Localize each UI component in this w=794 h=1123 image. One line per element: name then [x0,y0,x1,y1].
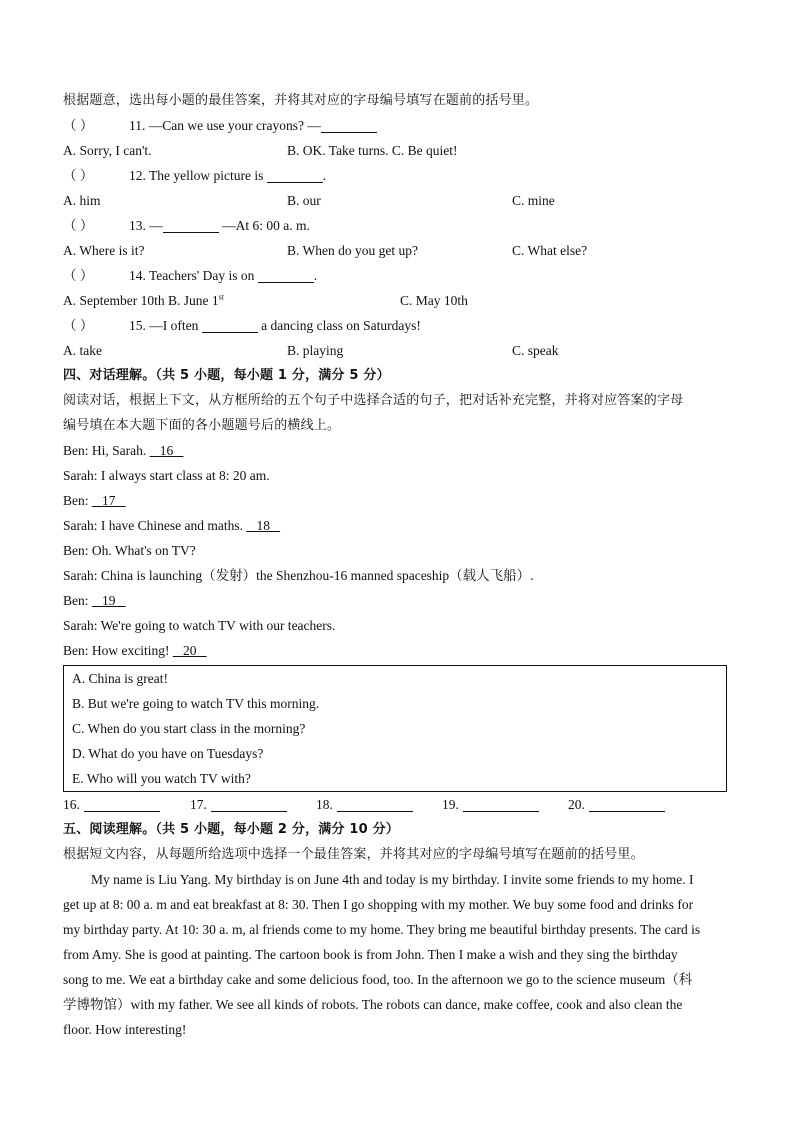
passage-line: 学博物馆）with my father. We see all kinds of robots. The robots can dance, make coffee, cook and also clean the [63,997,683,1012]
answer-blank[interactable] [202,316,258,333]
question-stem: 12. The yellow picture is [129,168,267,183]
ordinal-suffix: st [218,292,224,302]
passage-line: My name is Liu Yang. My birthday is on June 4th and today is my birthday. I invite some friends to my home. I [91,872,694,887]
option-a: A. Where is it? [63,243,145,258]
speaker: Sarah: [63,618,101,633]
section5-instruction: 根据短文内容，从每题所给选项中选择一个最佳答案，并将其对应的字母编号填写在题前的括号里。 [63,847,644,862]
options-13 [63,238,733,263]
options-11 [63,138,733,163]
answer-18: 18. [316,792,413,817]
exam-page [63,88,733,1042]
question-stem-end: —At 6: 00 a. m. [218,218,310,233]
option-b: B. When do you get up? [287,243,418,258]
answer-blank[interactable] [84,795,160,812]
options-12 [63,188,733,213]
dialogue-text: China is launching（发射）the Shenzhou-16 manned spaceship（载人飞船）. [100,568,534,583]
question-stem: 13. — [129,218,163,233]
dialogue-line [63,563,733,588]
dialogue-line [63,613,733,638]
question-stem: 11. —Can we use your crayons? — [129,118,321,133]
passage-line: get up at 8: 00 a. m and eat breakfast at 8: 30. Then I go shopping with my mother. We buy some food and drinks for [63,897,694,912]
answer-blank[interactable] [258,266,314,283]
speaker: Sarah: [63,518,101,533]
dialogue-line [63,488,733,513]
option-c: C. What else? [512,243,588,258]
question-13 [63,213,733,238]
option-c: C. May 10th [400,293,468,308]
answer-paren[interactable]: （ ） [63,118,94,133]
option-b: B. playing [287,343,344,358]
dialogue-line [63,538,733,563]
question-stem-end: . [313,268,318,283]
dialogue-text: I always start class at 8: 20 am. [100,468,270,483]
answer-blank[interactable] [589,795,665,812]
question-15 [63,313,733,338]
answer-blank[interactable] [321,116,377,133]
dialogue-line [63,438,733,463]
options-14 [63,288,733,313]
option-a-b: A. September 10th B. June 1 [63,293,219,308]
dialogue-text: We're going to watch TV with our teachers. [100,618,336,633]
speaker: Sarah: [63,468,101,483]
answer-paren[interactable]: （ ） [63,318,94,333]
dialogue-line [63,463,733,488]
question-14 [63,263,733,288]
option-a: A. Sorry, I can't. [63,143,152,158]
answer-blank[interactable] [463,795,539,812]
speaker: Ben: [63,643,92,658]
speaker: Sarah: [63,568,101,583]
answer-16: 16. [63,792,160,817]
dialogue-text: Hi, Sarah. [91,443,150,458]
dialogue-text: Oh. What's on TV? [91,543,196,558]
section4-instruction-1: 阅读对话，根据上下文，从方框所给的五个句子中选择合适的句子，把对话补充完整，并将对应答案的字母 [63,393,684,408]
passage-line: from Amy. She is good at painting. The cartoon book is from John. Then I make a wish and they sing the birthday [63,947,678,962]
passage-line: floor. How interesting! [63,1022,187,1037]
option-a: A. take [63,343,102,358]
dialogue-blank[interactable]: 18 [256,518,270,533]
dialogue-blank[interactable]: 19 [102,593,116,608]
question-stem: 15. —I often [129,318,202,333]
choice-b: B. But we're going to watch TV this morning. [72,696,320,711]
passage-line: song to me. We eat a birthday cake and some delicious food, too. In the afternoon we go to the science museum（科 [63,972,693,987]
choice-a: A. China is great! [72,671,168,686]
question-stem-end: a dancing class on Saturdays! [257,318,421,333]
dialogue-line [63,638,733,663]
answer-blank[interactable] [267,166,323,183]
answer-paren[interactable]: （ ） [63,268,94,283]
dialogue-text: How exciting! [91,643,173,658]
answer-paren[interactable]: （ ） [63,168,94,183]
answer-19: 19. [442,792,539,817]
reading-passage [63,867,733,1042]
option-b-c: B. OK. Take turns. C. Be quiet! [287,143,458,158]
speaker: Ben: [63,593,92,608]
choice-c: C. When do you start class in the morning? [72,721,306,736]
question-12 [63,163,733,188]
answer-20: 20. [568,792,665,817]
choice-d: D. What do you have on Tuesdays? [72,746,264,761]
section5-heading: 五、阅读理解。（共 5 小题，每小题 2 分，满分 10 分） [63,822,400,837]
answer-blank[interactable] [163,216,219,233]
answer-blank[interactable] [337,795,413,812]
speaker: Ben: [63,543,92,558]
speaker: Ben: [63,493,92,508]
dialogue-line [63,513,733,538]
choices-box [63,665,727,792]
answer-row [63,792,733,817]
section4-instruction-2: 编号填在本大题下面的各小题题号后的横线上。 [63,418,341,433]
option-c: C. speak [512,343,559,358]
option-a: A. him [63,193,101,208]
dialogue-blank[interactable]: 20 [182,643,197,658]
dialogue-line [63,588,733,613]
dialogue-blank[interactable]: 16 [159,443,174,458]
speaker: Ben: [63,443,92,458]
answer-17: 17. [190,792,287,817]
answer-blank[interactable] [211,795,287,812]
answer-paren[interactable]: （ ） [63,218,94,233]
section3-instruction: 根据题意，选出每小题的最佳答案，并将其对应的字母编号填写在题前的括号里。 [63,93,539,108]
question-stem-end: . [322,168,327,183]
section4-heading: 四、对话理解。（共 5 小题，每小题 1 分，满分 5 分） [63,368,390,383]
question-stem: 14. Teachers' Day is on [129,268,258,283]
choice-e: E. Who will you watch TV with? [72,771,251,786]
passage-line: my birthday party. At 10: 30 a. m, al friends come to my home. They bring me beautiful birthday presents. The card is [63,922,701,937]
dialogue-text: I have Chinese and maths. [100,518,247,533]
option-b: B. our [287,193,321,208]
question-11 [63,113,733,138]
dialogue-blank[interactable]: 17 [102,493,116,508]
option-c: C. mine [512,193,555,208]
options-15 [63,338,733,363]
